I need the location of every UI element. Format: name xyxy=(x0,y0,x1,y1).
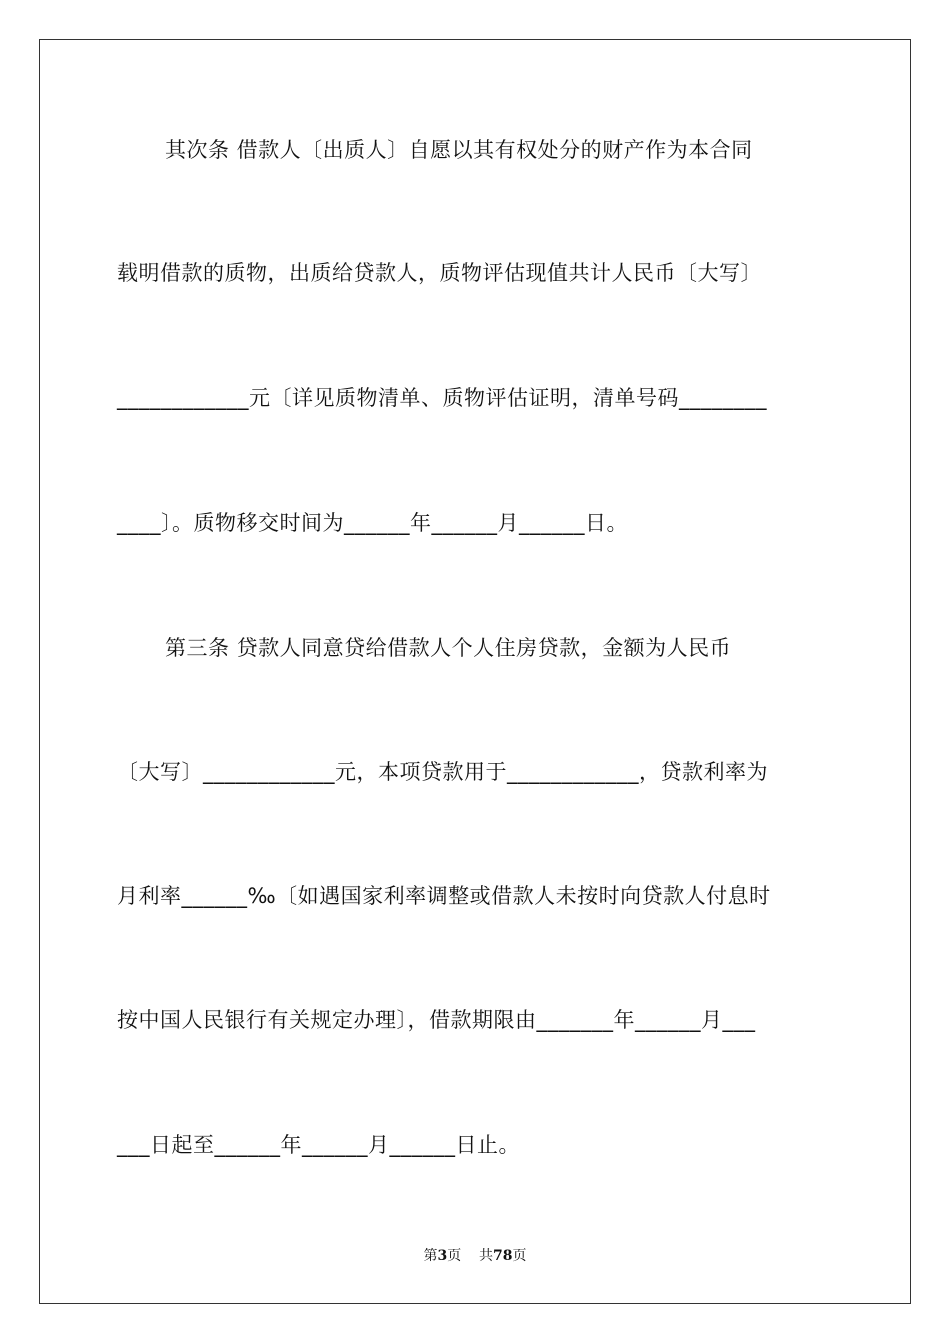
footer-page-prefix: 第 xyxy=(423,1248,438,1264)
footer-page-number: 3 xyxy=(437,1248,448,1264)
text-line-2: 载明借款的质物，出质给贷款人，质物评估现值共计人民币〔大写〕 xyxy=(117,261,762,285)
text-line-6: 〔大写〕____________元，本项贷款用于____________，贷款利率为 xyxy=(117,760,768,784)
footer-page-suffix: 页 xyxy=(447,1248,462,1264)
footer-total-prefix: 共 xyxy=(479,1248,494,1264)
footer-total-suffix: 页 xyxy=(512,1248,527,1264)
text-line-4: ____〕。质物移交时间为______年______月______日。 xyxy=(117,511,628,535)
page-border xyxy=(39,39,911,1304)
page-footer xyxy=(0,1246,950,1266)
text-line-7: 月利率______‰〔如遇国家利率调整或借款人未按时向贷款人付息时 xyxy=(117,884,771,908)
text-line-8: 按中国人民银行有关规定办理〕，借款期限由_______年______月___ xyxy=(117,1008,756,1032)
text-line-9: ___日起至______年______月______日止。 xyxy=(117,1133,520,1157)
text-line-5: 第三条 贷款人同意贷给借款人个人住房贷款，金额为人民币 xyxy=(165,636,732,660)
text-line-3: ____________元〔详见质物清单、质物评估证明，清单号码________ xyxy=(117,386,767,410)
footer-total-pages: 78 xyxy=(493,1248,513,1264)
text-line-1: 其次条 借款人〔出质人〕自愿以其有权处分的财产作为本合同 xyxy=(165,138,753,162)
